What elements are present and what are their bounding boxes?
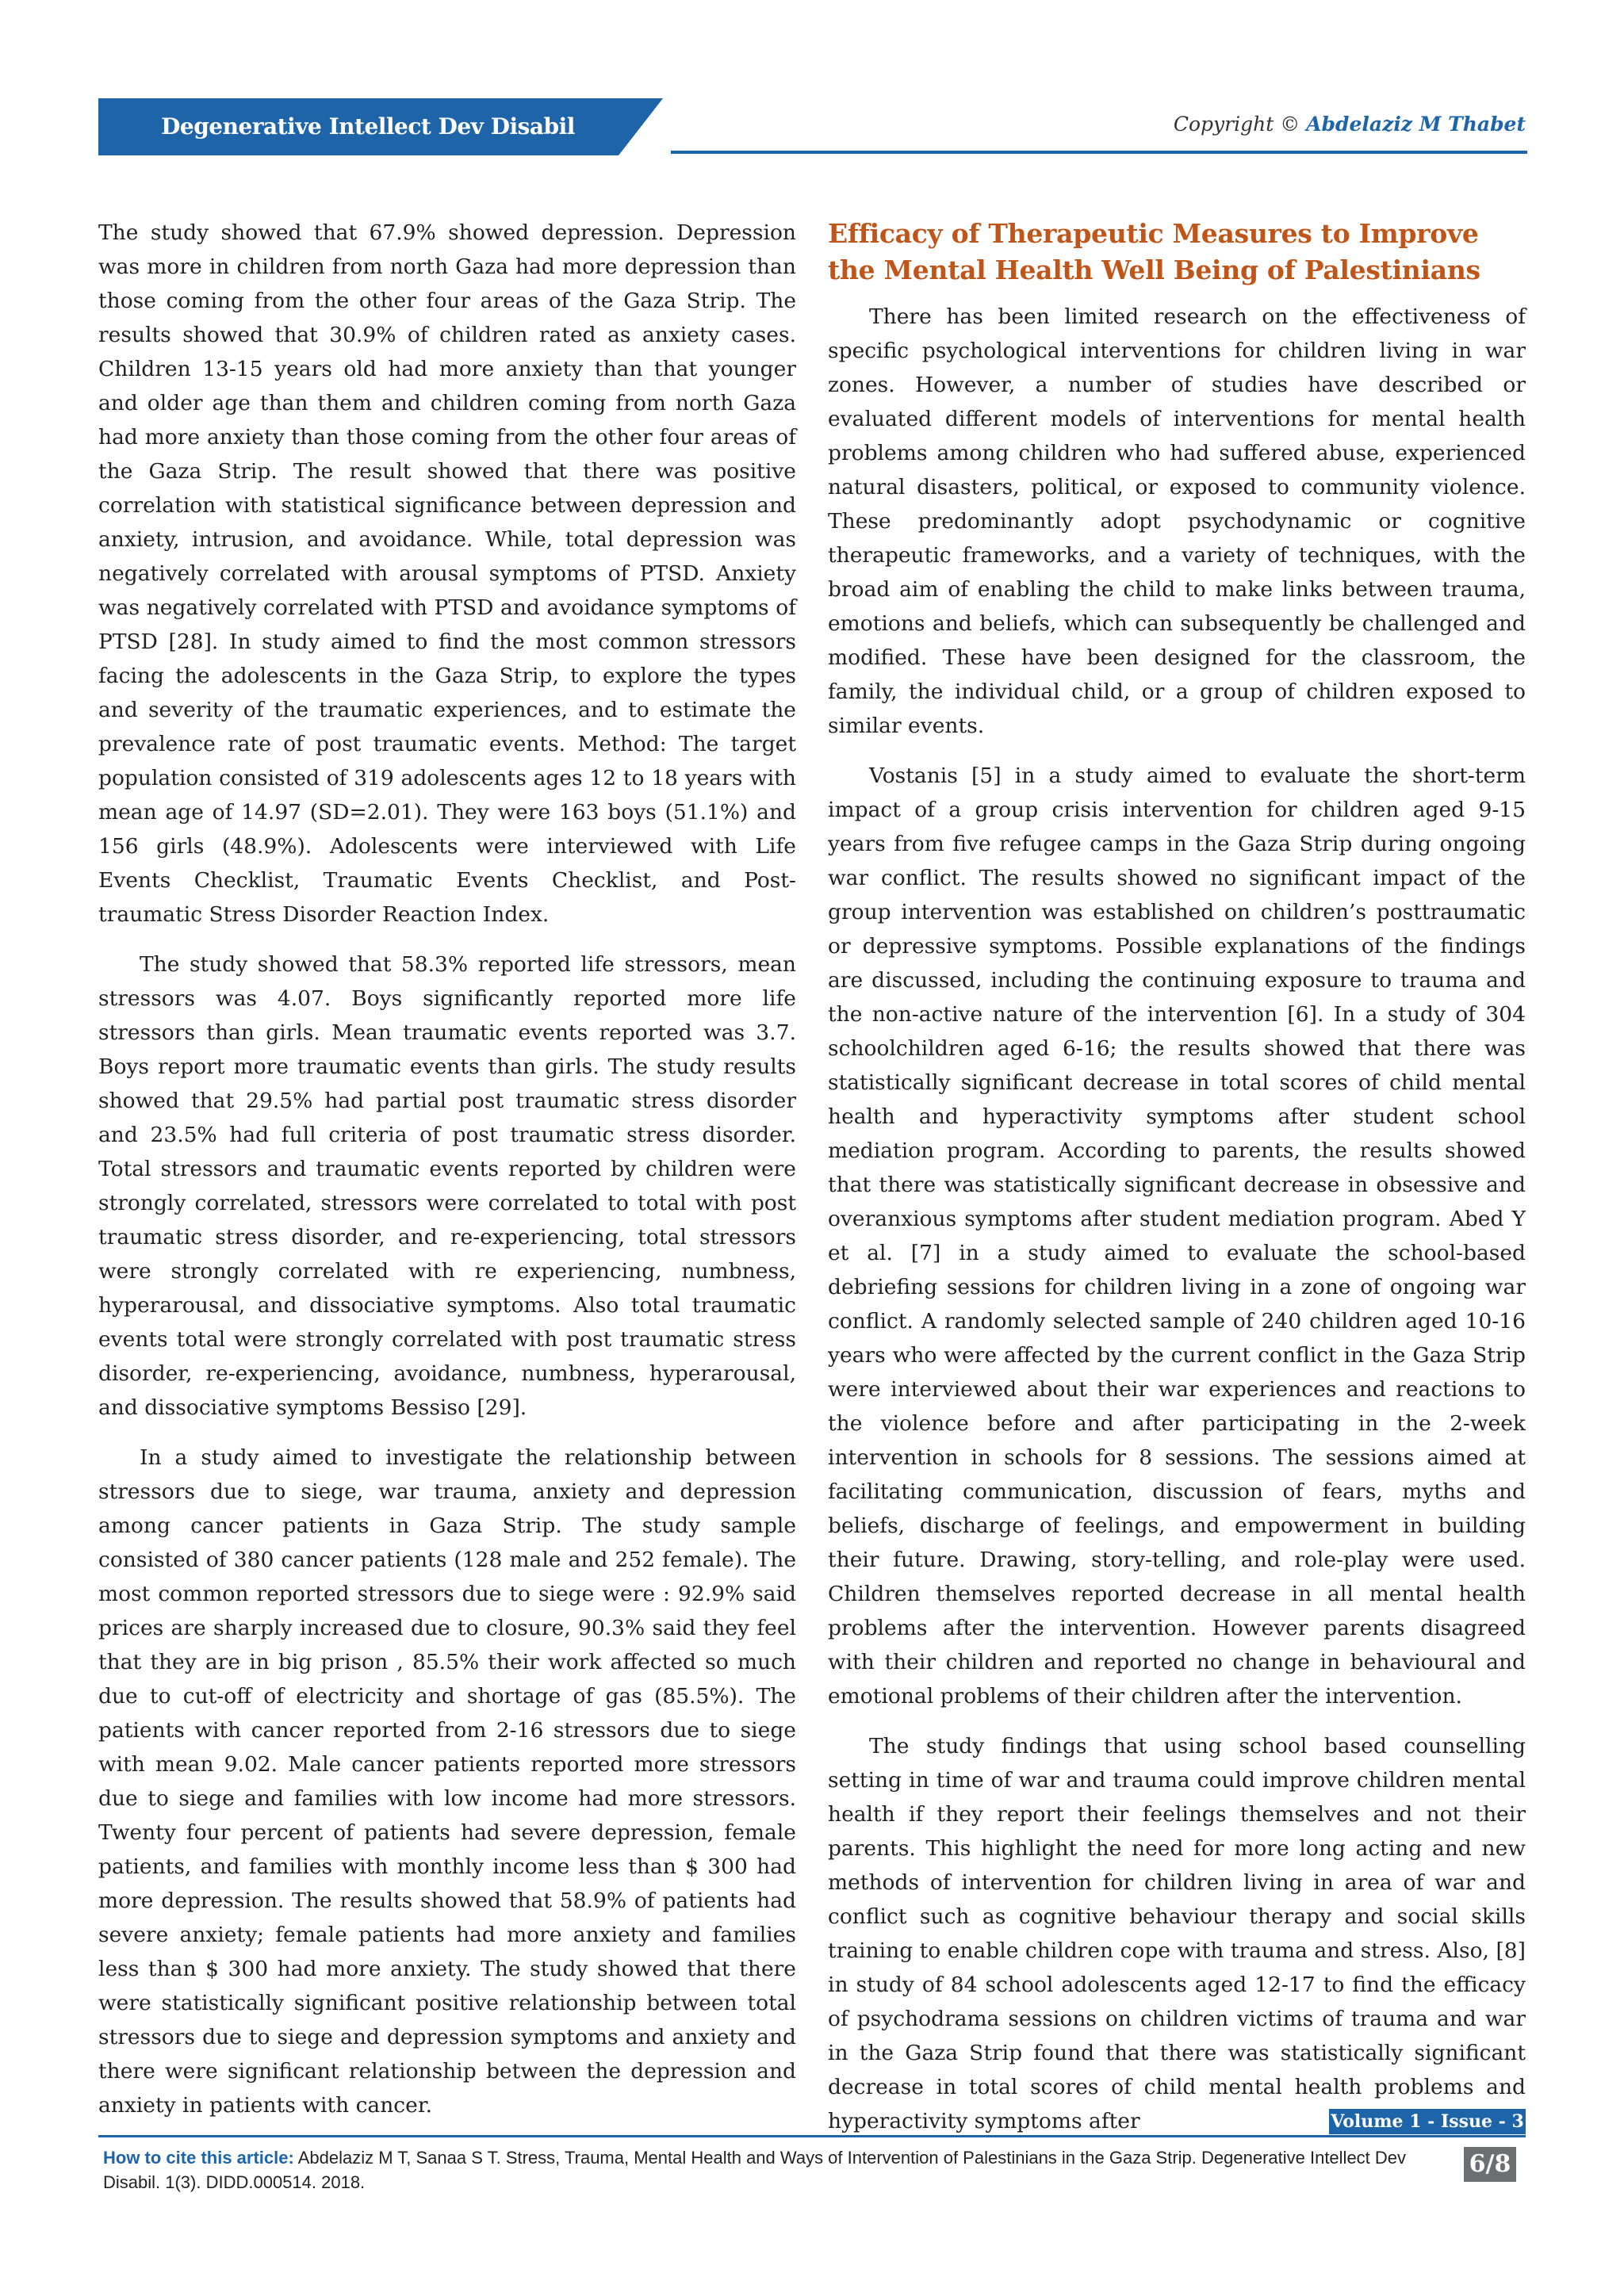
- left-paragraph-1: The study showed that 67.9% showed depression. Depression was more in children from north Gaza had more depression than those coming from the other four areas of the Gaza Strip. The results showed that 30.9% of children rated as anxiety cases. Children 13-15 years old had more anxiety than that younger and older age than them and children coming from north Gaza had more anxiety than those coming from the other four areas of the Gaza Strip. The result showed that there was positive correlation with statistical significance between depression and anxiety, intrusion, and avoidance. While, total depression was negatively correlated with arousal symptoms of PTSD. Anxiety was negatively correlated with PTSD and avoidance symptoms of PTSD [28]. In study aimed to find the most common stressors facing the adolescents in the Gaza Strip, to explore the types and severity of the traumatic experiences, and to estimate the prevalence rate of post traumatic events. Method: The target population consisted of 319 adolescents ages 12 to 18 years with mean age of 14.97 (SD=2.01). They were 163 boys (51.1%) and 156 girls (48.9%). Adolescents were interviewed with Life Events Checklist, Traumatic Events Checklist, and Post-traumatic Stress Disorder Reaction Index.: [98, 220, 796, 927]
- volume-badge: Volume 1 - Issue - 3: [1329, 2109, 1526, 2134]
- left-paragraph-3: In a study aimed to investigate the relationship between stressors due to siege, war trauma, anxiety and depression among cancer patients in Gaza Strip. The study sample consisted of 380 cancer patients (128 male and 252 female). The most common reported stressors due to siege were : 92.9% said prices are sharply increased due to closure, 90.3% said they feel that they are in big prison , 85.5% their work affected so much due to cut-off of electricity and shortage of gas (85.5%). The patients with cancer reported from 2-16 stressors due to siege with mean 9.02. Male cancer patients reported more stressors due to siege and families with low income had more stressors. Twenty four percent of patients had severe depression, female patients, and families with monthly income less than $ 300 had more depression. The results showed that 58.9% of patients had severe anxiety; female patients had more anxiety and families less than $ 300 had more anxiety. The study showed that there were statistically significant positive relationship between total stressors due to siege and depression symptoms and anxiety and there were significant relationship between the depression and anxiety in patients with cancer.: [98, 1445, 796, 2118]
- copyright-notice: [1174, 113, 1526, 136]
- copyright-prefix: Copyright ©: [1173, 113, 1307, 136]
- citation: [103, 2145, 1435, 2195]
- citation-label: How to cite this article:: [103, 2148, 294, 2168]
- footer-rule: [98, 2135, 1526, 2137]
- citation-text: Abdelaziz M T, Sanaa S T. Stress, Trauma, Mental Health and Ways of Intervention of Palestinians in the Gaza Strip. Degenerative Intellect Dev Disabil. 1(3). DIDD.000514. 2018.: [103, 2148, 1407, 2192]
- journal-title: Degenerative Intellect Dev Disabil: [161, 113, 575, 140]
- copyright-author: Abdelaziz M Thabet: [1306, 113, 1526, 136]
- right-column: [828, 216, 1526, 2154]
- right-paragraph-3: The study findings that using school based counselling setting in time of war and trauma could improve children mental health if they report their feelings themselves and not their parents. This highlight the need for more long acting and new methods of intervention for children living in area of war and conflict such as cognitive behaviour therapy and social skills training to enable children cope with trauma and stress. Also, [8] in study of 84 school adolescents aged 12-17 to find the efficacy of psychodrama sessions on children victims of trauma and war in the Gaza Strip found that there was statistically significant decrease in total scores of child mental health problems and hyperactivity symptoms after: [828, 1734, 1526, 2133]
- right-paragraph-1: There has been limited research on the effectiveness of specific psychological interventions for children living in war zones. However, a number of studies have described or evaluated different models of interventions for mental health problems among children who had suffered abuse, experienced natural disasters, political, or exposed to community violence. These predominantly adopt psychodynamic or cognitive therapeutic frameworks, and a variety of techniques, with the broad aim of enabling the child to make links between trauma, emotions and beliefs, which can subsequently be challenged and modified. These have been designed for the classroom, the family, the individual child, or a group of children exposed to similar events.: [828, 304, 1526, 738]
- right-paragraph-2: Vostanis [5] in a study aimed to evaluate the short-term impact of a group crisis intervention for children aged 9-15 years from five refugee camps in the Gaza Strip during ongoing war conflict. The results showed no significant impact of the group intervention was established on children’s posttraumatic or depressive symptoms. Possible explanations of the findings are discussed, including the continuing exposure to trauma and the non-active nature of the intervention [6]. In a study of 304 schoolchildren aged 6-16; the results showed that there was statistically significant decrease in total scores of child mental health and hyperactivity symptoms after student school mediation program. According to parents, the results showed that there was statistically significant decrease in obsessive and overanxious symptoms after student mediation program. Abed Y et al. [7] in a study aimed to evaluate the school-based debriefing sessions for children living in a zone of ongoing war conflict. A randomly selected sample of 240 children aged 10-16 years who were affected by the current conflict in the Gaza Strip were interviewed about their war experiences and reactions to the violence before and after participating in the 2-week intervention in schools for 8 sessions. The sessions aimed at facilitating communication, discussion of fears, myths and beliefs, discharge of feelings, and empowerment in building their future. Drawing, story-telling, and role-play were used. Children themselves reported decrease in all mental health problems after the intervention. However parents disagreed with their children and reported no change in behavioural and emotional problems of their children after the intervention.: [828, 763, 1526, 1709]
- header-rule: [671, 151, 1527, 154]
- section-heading: Efficacy of Therapeutic Measures to Improve the Mental Health Well Being of Palestinians: [828, 218, 1480, 285]
- left-column: [98, 216, 796, 2138]
- left-paragraph-2: The study showed that 58.3% reported life stressors, mean stressors was 4.07. Boys significantly reported more life stressors than girls. Mean traumatic events reported was 3.7. Boys report more traumatic events than girls. The study results showed that 29.5% had partial post traumatic stress disorder and 23.5% had full criteria of post traumatic stress disorder. Total stressors and traumatic events reported by children were strongly correlated, stressors were correlated to total with post traumatic stress disorder, and re-experiencing, total stressors were strongly correlated with re experiencing, numbness, hyperarousal, and dissociative symptoms. Also total traumatic events total were strongly correlated with post traumatic stress disorder, re-experiencing, avoidance, numbness, hyperarousal, and dissociative symptoms Bessiso [29].: [98, 952, 796, 1420]
- page-number-badge: 6/8: [1464, 2147, 1516, 2182]
